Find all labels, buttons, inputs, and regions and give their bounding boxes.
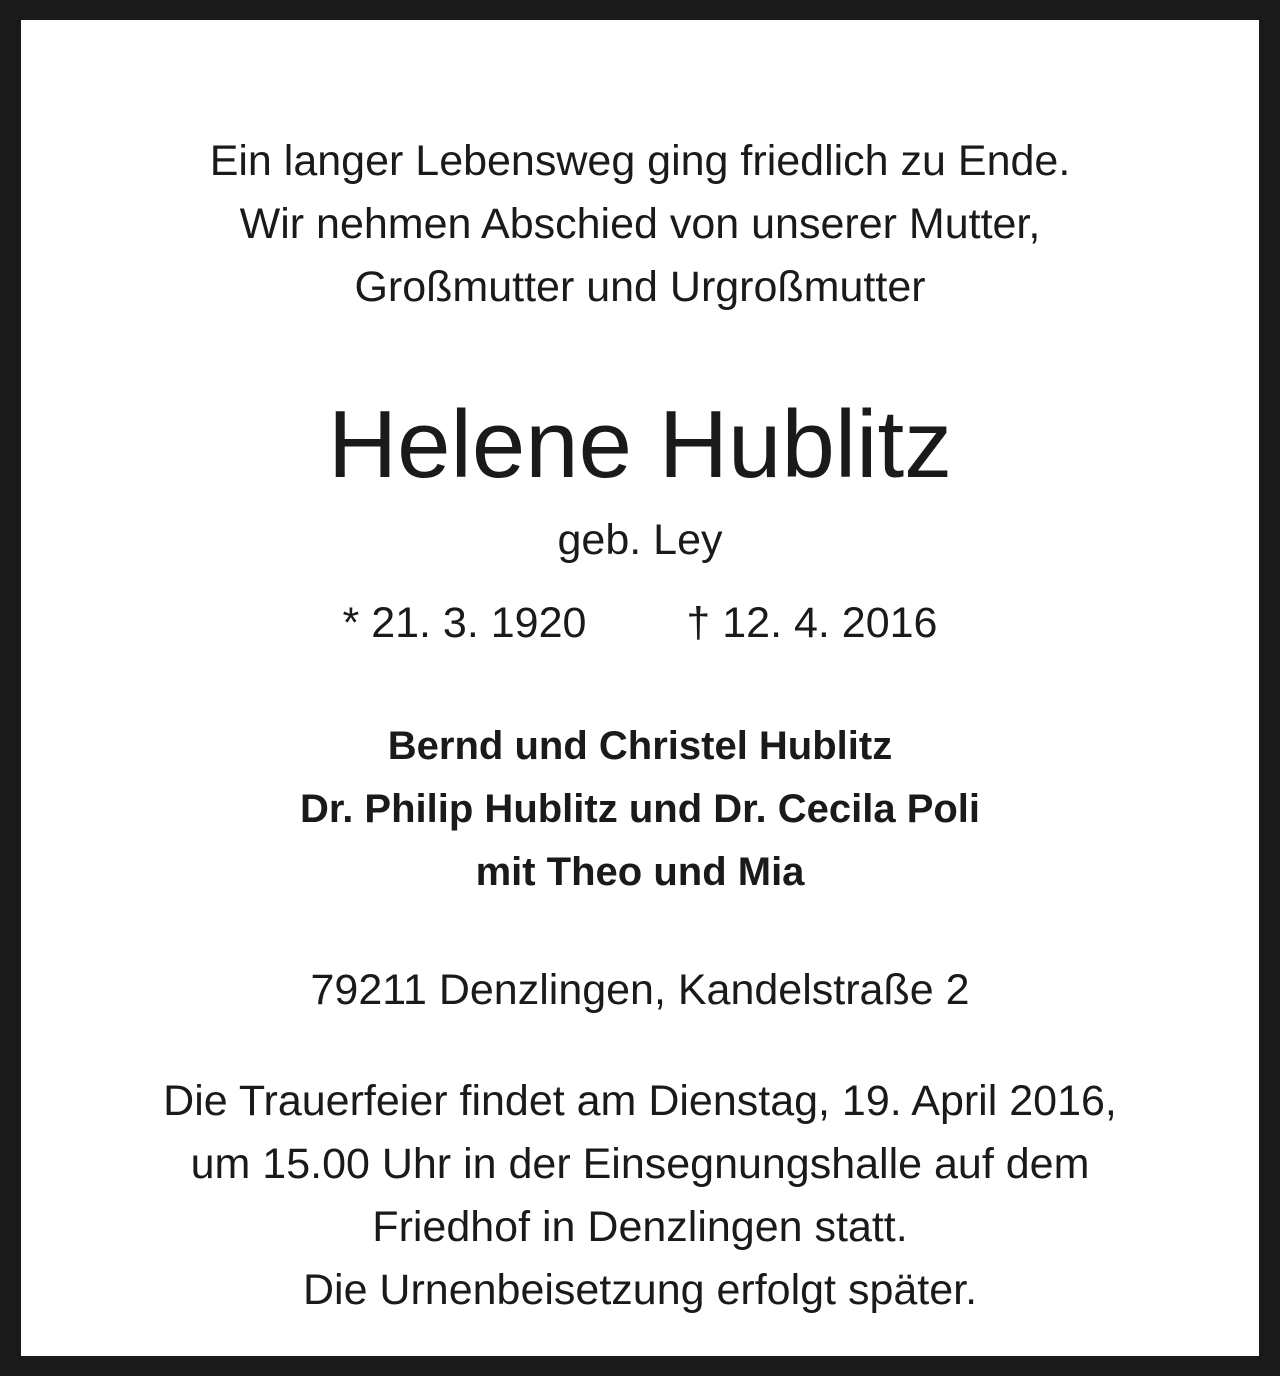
deceased-name: Helene Hublitz xyxy=(327,391,953,498)
family-names xyxy=(21,715,1259,904)
ceremony-line: um 15.00 Uhr in der Einsegnungshalle auf dem xyxy=(190,1140,1090,1188)
family-line: mit Theo und Mia xyxy=(475,850,805,894)
birth-date: * 21. 3. 1920 xyxy=(342,599,587,647)
intro-line: Ein langer Lebensweg ging friedlich zu Ende. xyxy=(209,137,1071,185)
ceremony-line: Friedhof in Denzlingen statt. xyxy=(372,1203,908,1251)
ceremony-line: Die Trauerfeier findet am Dienstag, 19. April 2016, xyxy=(163,1077,1117,1125)
intro-text xyxy=(21,130,1259,319)
maiden-name: geb. Ley xyxy=(557,516,723,564)
intro-line: Großmutter und Urgroßmutter xyxy=(354,263,926,311)
ceremony-info xyxy=(21,1070,1259,1322)
life-dates xyxy=(21,593,1259,653)
family-line: Dr. Philip Hublitz und Dr. Cecila Poli xyxy=(299,787,981,831)
death-date: † 12. 4. 2016 xyxy=(686,599,938,647)
address: 79211 Denzlingen, Kandelstraße 2 xyxy=(310,966,970,1014)
family-line: Bernd und Christel Hublitz xyxy=(387,724,893,768)
obituary-card xyxy=(21,20,1259,1356)
intro-line: Wir nehmen Abschied von unserer Mutter, xyxy=(239,200,1041,248)
ceremony-line: Die Urnenbeisetzung erfolgt später. xyxy=(302,1266,978,1314)
